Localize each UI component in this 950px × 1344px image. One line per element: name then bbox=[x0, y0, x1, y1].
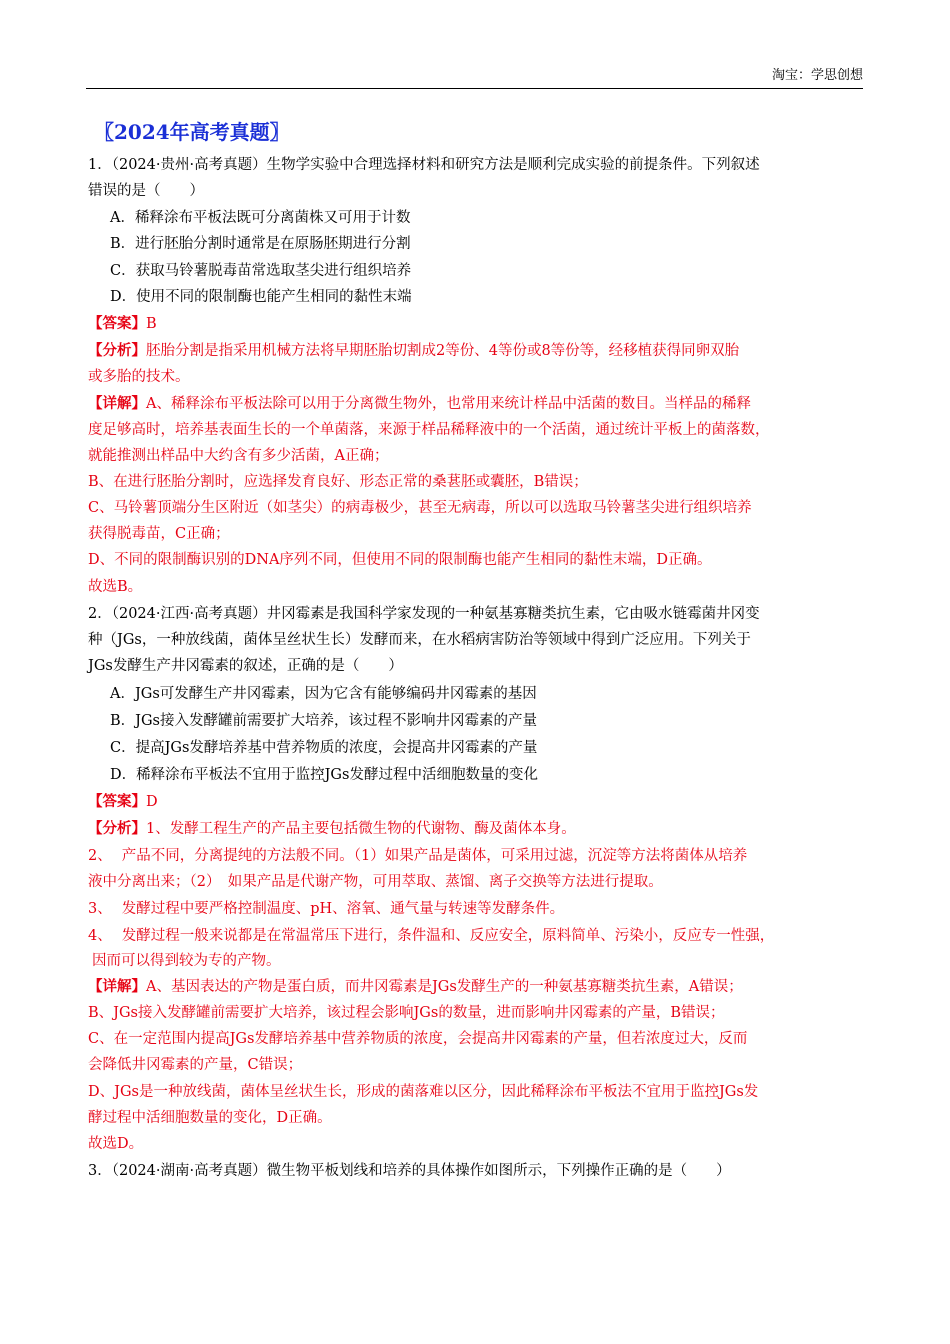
q2-detail-line: C、在一定范围内提高JGs发酵培养基中营养物质的浓度，会提高井冈霉素的产量，但若浓度过大，反而 bbox=[88, 1031, 748, 1047]
item-text: 发酵过程一般来说都是在常温常压下进行，条件温和、反应安全，原料简单、污染小，反应专一性强， bbox=[121, 928, 775, 944]
q1-detail-line: D、不同的限制酶识别的DNA序列不同，但使用不同的限制酶也能产生相同的黏性末端，D正确。 bbox=[88, 552, 712, 568]
q2-stem-cont: 种（JGs，一种放线菌，菌体呈丝状生长）发酵而来，在水稻病害防治等领域中得到广泛应用。下列关于 bbox=[88, 632, 751, 648]
q2-analysis-item bbox=[88, 898, 564, 920]
answer-value: D bbox=[146, 794, 158, 810]
analysis-text: 胚胎分割是指采用机械方法将早期胚胎切割成2等份、4等份或8等份等，经移植获得同卵双胎 bbox=[146, 343, 740, 359]
item-number: 3、 bbox=[88, 901, 112, 917]
q2-analysis-item-cont: 液中分离出来；（2） 如果产品是代谢产物，可用萃取、蒸馏、离子交换等方法进行提取。 bbox=[88, 874, 663, 890]
q2-analysis-item-cont: 因而可以得到较为专的产物。 bbox=[92, 953, 281, 969]
q1-analysis-cont: 或多胎的技术。 bbox=[88, 369, 190, 385]
detail-text: A、稀释涂布平板法除可以用于分离微生物外，也常用来统计样品中活菌的数目。当样品的稀释 bbox=[146, 396, 751, 412]
answer-tag: 【答案】 bbox=[88, 315, 146, 332]
q1-analysis bbox=[88, 340, 739, 362]
q2-analysis-item bbox=[88, 925, 774, 947]
detail-text: A、基因表达的产物是蛋白质，而井冈霉素是JGs发酵生产的一种氨基寡糖类抗生素，A错误； bbox=[146, 979, 743, 995]
q2-stem-cont: JGs发酵生产井冈霉素的叙述，正确的是（ ） bbox=[88, 658, 403, 674]
q1-detail-line: C、马铃薯顶端分生区附近（如茎尖）的病毒极少，甚至无病毒，所以可以选取马铃薯茎尖进行组织培养 bbox=[88, 500, 752, 516]
q1-detail-line: 就能推测出样品中大约含有多少活菌，A正确； bbox=[88, 448, 389, 464]
q1-answer bbox=[88, 313, 157, 335]
q2-option-b: B．JGs接入发酵罐前需要扩大培养，该过程不影响井冈霉素的产量 bbox=[110, 713, 537, 729]
q2-detail-line: B、JGs接入发酵罐前需要扩大培养，该过程会影响JGs的数量，进而影响井冈霉素的产量，B错误； bbox=[88, 1005, 725, 1021]
analysis-tag: 【分析】 bbox=[88, 342, 146, 359]
q1-detail-line: B、在进行胚胎分割时，应选择发育良好、形态正常的桑葚胚或囊胚，B错误； bbox=[88, 474, 588, 490]
q1-option-d: D．使用不同的限制酶也能产生相同的黏性末端 bbox=[110, 289, 412, 305]
q1-conclusion: 故选B。 bbox=[88, 579, 143, 595]
detail-tag: 【详解】 bbox=[88, 395, 146, 412]
item-number: 4、 bbox=[88, 928, 112, 944]
q2-analysis-item bbox=[88, 845, 747, 867]
q1-detail-line: 度足够高时，培养基表面生长的一个单菌落，来源于样品稀释液中的一个活菌，通过统计平板上的菌落数， bbox=[88, 422, 770, 438]
q3-stem: 3．（2024·湖南·高考真题）微生物平板划线和培养的具体操作如图所示，下列操作正确的是（ ） bbox=[88, 1163, 731, 1179]
q2-detail-line: D、JGs是一种放线菌，菌体呈丝状生长，形成的菌落难以区分，因此稀释涂布平板法不宜用于监控JGs发 bbox=[88, 1084, 759, 1100]
q1-option-c: C．获取马铃薯脱毒苗常选取茎尖进行组织培养 bbox=[110, 263, 412, 279]
q2-detail bbox=[88, 976, 743, 998]
q2-option-d: D．稀释涂布平板法不宜用于监控JGs发酵过程中活细胞数量的变化 bbox=[110, 767, 538, 783]
q2-analysis bbox=[88, 818, 576, 840]
q1-detail bbox=[88, 393, 751, 415]
q1-detail-line: 获得脱毒苗，C正确； bbox=[88, 526, 230, 542]
q2-detail-line: 会降低井冈霉素的产量，C错误； bbox=[88, 1057, 303, 1073]
item-text: 发酵过程中要严格控制温度、pH、溶氧、通气量与转速等发酵条件。 bbox=[121, 901, 565, 917]
answer-value: B bbox=[146, 316, 157, 332]
page-header bbox=[86, 64, 863, 89]
q2-option-a: A．JGs可发酵生产井冈霉素，因为它含有能够编码井冈霉素的基因 bbox=[110, 686, 537, 702]
section-title: 〖2024年高考真题〗 bbox=[94, 120, 290, 144]
analysis-text: 1、发酵工程生产的产品主要包括微生物的代谢物、酶及菌体本身。 bbox=[146, 821, 576, 837]
q1-stem-cont: 错误的是（ ） bbox=[88, 183, 204, 199]
q1-stem: 1．（2024·贵州·高考真题）生物学实验中合理选择材料和研究方法是顺利完成实验的前提条件。下列叙述 bbox=[88, 157, 760, 173]
analysis-tag: 【分析】 bbox=[88, 820, 146, 837]
q1-option-a: A．稀释涂布平板法既可分离菌株又可用于计数 bbox=[110, 210, 411, 226]
header-shop-text: 淘宝：学思创想 bbox=[771, 68, 863, 83]
q1-option-b: B．进行胚胎分割时通常是在原肠胚期进行分割 bbox=[110, 236, 411, 252]
q2-answer bbox=[88, 791, 158, 813]
q2-conclusion: 故选D。 bbox=[88, 1136, 144, 1152]
item-text: 产品不同，分离提纯的方法般不同。（1）如果产品是菌体，可采用过滤，沉淀等方法将菌体从培养 bbox=[121, 848, 748, 864]
q2-detail-line: 酵过程中活细胞数量的变化，D正确。 bbox=[88, 1110, 332, 1126]
item-number: 2、 bbox=[88, 848, 112, 864]
q2-stem: 2．（2024·江西·高考真题）井冈霉素是我国科学家发现的一种氨基寡糖类抗生素，它由吸水链霉菌井冈变 bbox=[88, 606, 760, 622]
q2-option-c: C．提高JGs发酵培养基中营养物质的浓度，会提高井冈霉素的产量 bbox=[110, 740, 538, 756]
answer-tag: 【答案】 bbox=[88, 793, 146, 810]
detail-tag: 【详解】 bbox=[88, 978, 146, 995]
